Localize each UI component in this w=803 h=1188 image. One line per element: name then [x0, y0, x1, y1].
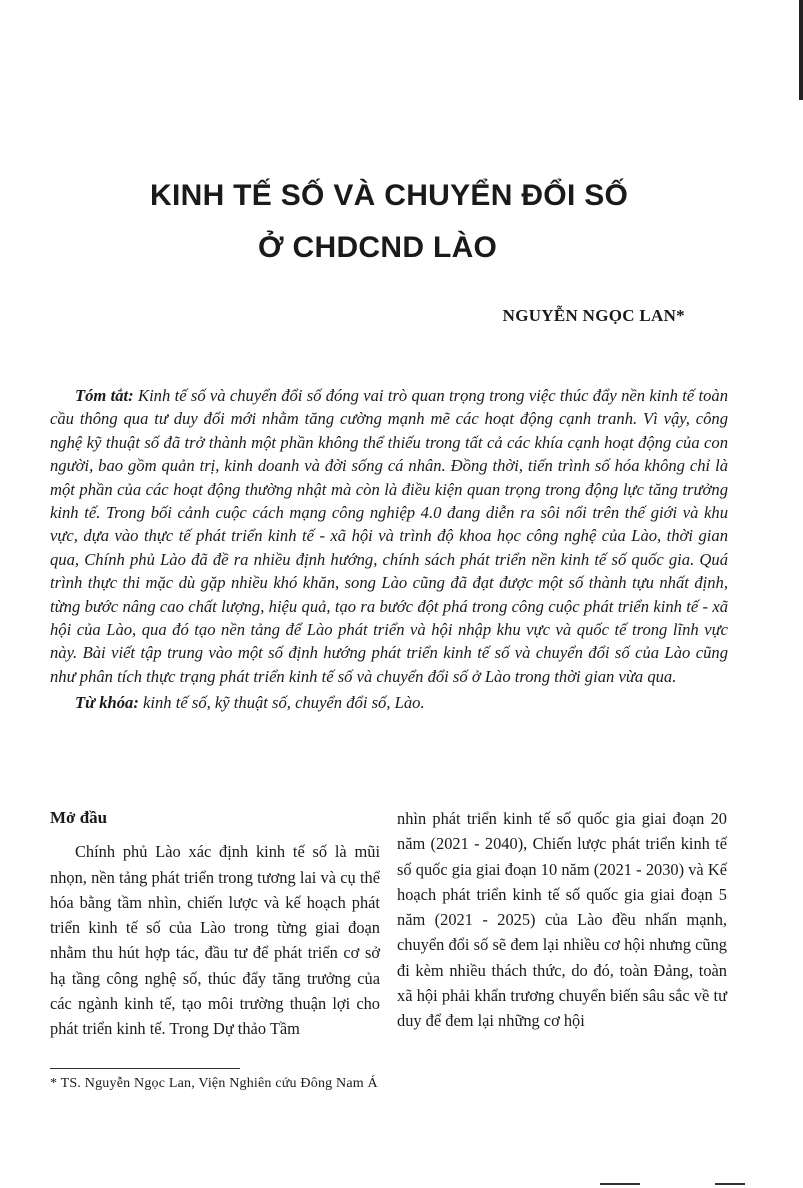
- abstract-paragraph: [50, 384, 728, 688]
- body-paragraph-right: nhìn phát triển kinh tế số quốc gia giai đoạn 20 năm (2021 - 2040), Chiến lược phát triển kinh tế số quốc gia giai đoạn 10 năm (2021 - 2030) và Kế hoạch phát triển kinh tế số quốc gia giai đoạn 5 năm (2021 - 2025) của Lào đều nhấn mạnh, chuyển đổi số sẽ đem lại nhiều cơ hội nhưng cũng đi kèm nhiều thách thức, do đó, toàn Đảng, toàn xã hội phải khẩn trương chuyển biến sâu sắc về tư duy để đem lại những cơ hội: [397, 809, 727, 1031]
- footnote: * TS. Nguyễn Ngọc Lan, Viện Nghiên cứu Đông Nam Á: [50, 1076, 378, 1091]
- title-line-2: Ở CHDCND LÀO: [258, 231, 498, 264]
- body-paragraph-left: Chính phủ Lào xác định kinh tế số là mũi nhọn, nền tảng phát triển trong tương lai và cụ thể hóa bằng tầm nhìn, chiến lược và kế hoạch phát triển kinh tế số của Lào trong từng giai đoạn nhằm thu hút hợp tác, đầu tư để phát triển cơ sở hạ tầng công nghệ số, thúc đẩy tăng trưởng của các ngành kinh tế, tạo môi trường thuận lợi cho phát triển kinh tế. Trong Dự thảo Tầm: [50, 842, 380, 1039]
- section-heading: Mở đầu: [50, 808, 108, 827]
- keywords-label: Từ khóa:: [75, 693, 139, 713]
- keywords-text: kinh tế số, kỹ thuật số, chuyển đổi số, Lào.: [138, 693, 425, 713]
- body-column-right: [397, 806, 727, 1034]
- abstract-block: [50, 384, 728, 715]
- footnote-divider: [50, 1068, 240, 1069]
- scan-bottom-marks: [600, 1183, 750, 1185]
- author-name: NGUYỄN NGỌC LAN*: [502, 306, 685, 325]
- abstract-text: Kinh tế số và chuyển đổi số đóng vai trò quan trọng trong việc thúc đẩy nền kinh tế toàn cầu thông qua tư duy đổi mới nhằm tăng cường mạnh mẽ các hoạt động cạnh tranh. Vì vậy, công nghệ kỹ thuật số đã trở thành một phần không thể thiếu trong tất cả các khía cạnh hoạt động của con người, bao gồm quản trị, kinh doanh và đời sống cá nhân. Đồng thời, tiến trình số hóa không chỉ là một phần của các hoạt động thường nhật mà còn là điều kiện quan trọng trong động lực tăng trưởng kinh tế. Trong bối cảnh cuộc cách mạng công nghiệp 4.0 đang diễn ra sôi nổi trên thế giới và khu vực, dựa vào thực tế phát triển kinh tế - xã hội và trình độ khoa học công nghệ của Lào, thời gian qua, Chính phủ Lào đã đề ra nhiều định hướng, chính sách phát triển nền kinh tế số quốc gia. Quá trình thực thi mặc dù gặp nhiều khó khăn, song Lào cũng đã đạt được một số thành tựu nhất định, từng bước nâng cao chất lượng, hiệu quả, tạo ra bước đột phá trong công cuộc phát triển kinh tế - xã hội của Lào, qua đó tạo nền tảng để Lào phát triển và hội nhập khu vực và quốc tế trong lĩnh vực này. Bài viết tập trung vào một số định hướng phát triển kinh tế số và chuyển đổi số của Lào cũng như phân tích thực trạng phát triển kinh tế số và chuyển đổi số ở Lào trong thời gian vừa qua.: [50, 386, 728, 686]
- keywords-paragraph: [50, 691, 728, 714]
- title-line-1: KINH TẾ SỐ VÀ CHUYỂN ĐỔI SỐ: [150, 179, 629, 212]
- body-column-left: [50, 805, 380, 1042]
- article-title: [0, 170, 803, 274]
- scan-edge-bar: [799, 0, 803, 100]
- abstract-label: Tóm tắt:: [75, 386, 134, 405]
